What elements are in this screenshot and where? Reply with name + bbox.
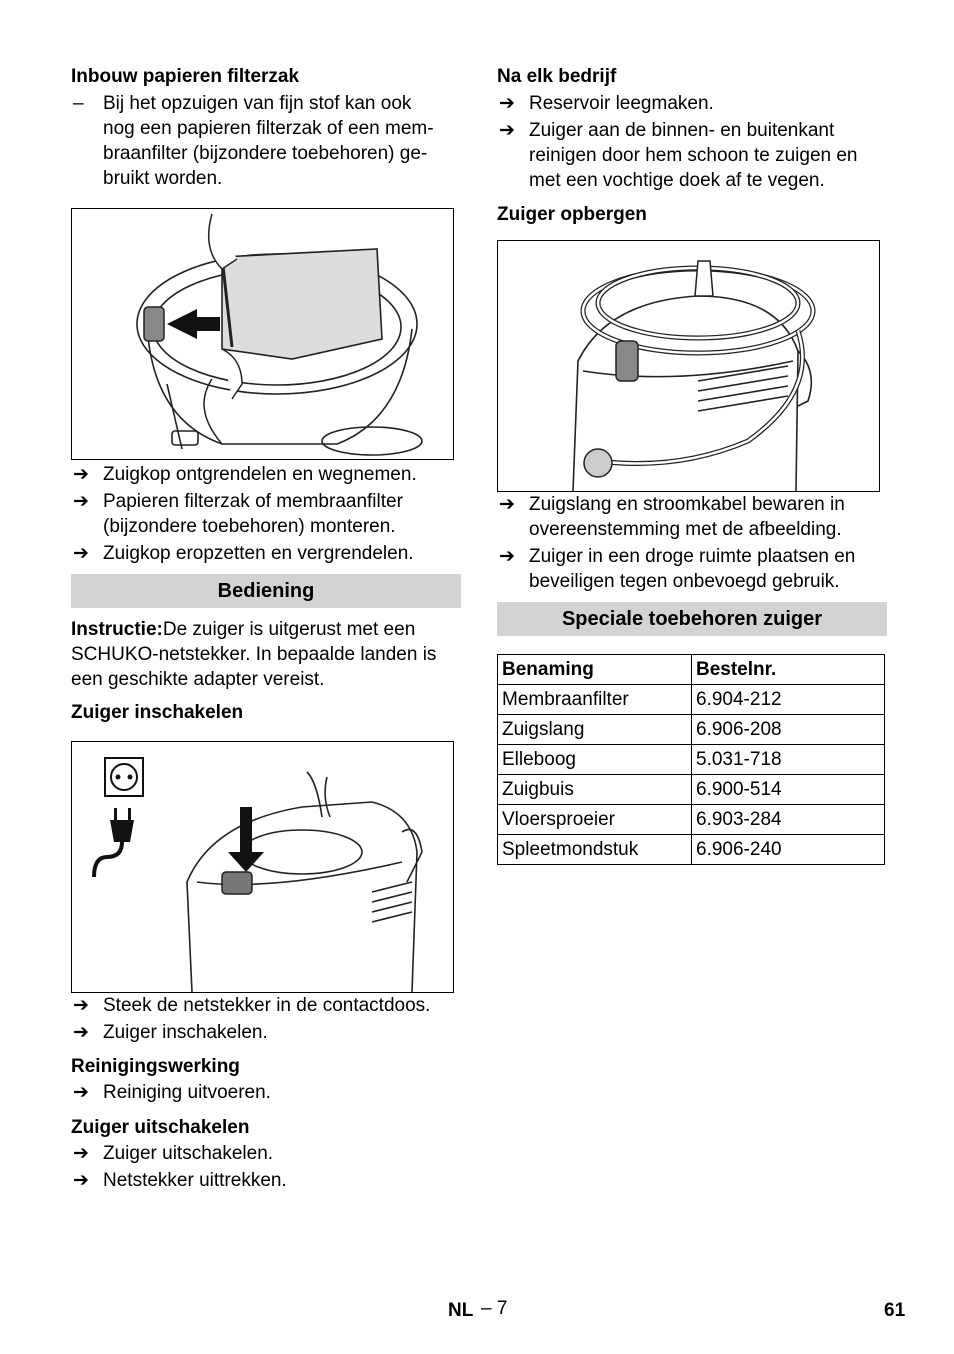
switch-off-heading: Zuiger uitschakelen [71, 1117, 250, 1138]
figure-filterbag [71, 208, 454, 460]
storage-heading: Zuiger opbergen [497, 204, 647, 225]
table-cell: Zuigbuis [498, 775, 692, 805]
step-text: Zuiger inschakelen. [103, 1022, 268, 1043]
right-column [497, 64, 887, 865]
table-cell: 6.904-212 [692, 685, 885, 715]
arrow-icon: ➔ [73, 1170, 89, 1191]
table-row [498, 835, 885, 865]
step-text: Steek de netstekker in de contactdoos. [103, 995, 431, 1016]
arrow-icon: ➔ [73, 995, 89, 1016]
step-text: Reservoir leegmaken. [529, 93, 714, 114]
arrow-icon: ➔ [73, 1143, 89, 1164]
after-use-heading: Na elk bedrijf [497, 66, 617, 87]
table-cell: 5.031-718 [692, 745, 885, 775]
table-cell: Zuigslang [498, 715, 692, 745]
table-cell: Spleetmondstuk [498, 835, 692, 865]
step-text: Zuiger uitschakelen. [103, 1143, 274, 1164]
arrow-icon: ➔ [499, 494, 515, 515]
step-item [497, 118, 887, 193]
step-text: Zuigslang en stroomkabel bewaren in overeenstemming met de afbeelding. [529, 494, 845, 540]
switch-on-illustration [72, 742, 453, 992]
column-header: Bestelnr. [692, 655, 885, 685]
table-row [498, 775, 885, 805]
step-text: Netstekker uittrekken. [103, 1170, 287, 1191]
arrow-icon: ➔ [499, 120, 515, 141]
table-cell: Elleboog [498, 745, 692, 775]
step-item [71, 1080, 461, 1105]
step-text: Zuiger in een droge ruimte plaatsen en beveiligen tegen onbevoegd gebruik. [529, 546, 856, 592]
dash-bullet: – [73, 93, 84, 114]
table-header-row [498, 655, 885, 685]
step-item [71, 1020, 461, 1045]
step-text: Zuigkop ontgrendelen en wegnemen. [103, 464, 417, 485]
arrow-icon: ➔ [499, 546, 515, 567]
column-header: Benaming [498, 655, 692, 685]
filterbag-note-line: bruikt worden. [103, 168, 223, 189]
filterbag-heading: Inbouw papieren filterzak [71, 66, 300, 87]
filterbag-illustration [72, 209, 453, 459]
footer-language: NL [448, 1300, 474, 1321]
step-item [71, 1141, 461, 1166]
table-cell: 6.906-240 [692, 835, 885, 865]
section-band-accessories: Speciale toebehoren zuiger [497, 602, 887, 636]
section-band-operation: Bediening [71, 574, 461, 608]
accessories-table [497, 654, 885, 865]
filterbag-note-line: nog een papieren filterzak of een mem- [103, 118, 434, 139]
figure-switch-on [71, 741, 454, 993]
filterbag-note [71, 91, 461, 191]
arrow-icon: ➔ [73, 464, 89, 485]
step-text: Zuigkop eropzetten en vergrendelen. [103, 543, 414, 564]
step-item [497, 492, 887, 542]
step-text: Zuiger aan de binnen- en buitenkant reinigen door hem schoon te zuigen en met een vochtige doek af te vegen. [529, 120, 858, 191]
storage-illustration [498, 241, 879, 491]
table-cell: 6.906-208 [692, 715, 885, 745]
instruction-text: De zuiger is uitgerust met een SCHUKO-netstekker. In bepaalde landen is een geschikte adapter vereist. [71, 619, 437, 690]
left-column [71, 64, 461, 1193]
arrow-icon: ➔ [73, 543, 89, 564]
step-item [71, 541, 461, 566]
step-text: Papieren filterzak of membraanfilter (bijzondere toebehoren) monteren. [103, 491, 403, 537]
switch-on-steps [71, 993, 461, 1045]
table-cell: Vloersproeier [498, 805, 692, 835]
table-row [498, 745, 885, 775]
arrow-icon: ➔ [73, 1022, 89, 1043]
footer-page-ref: – 7 [481, 1298, 508, 1319]
step-item [71, 993, 461, 1018]
figure-storage [497, 240, 880, 492]
arrow-icon: ➔ [499, 93, 515, 114]
instruction-paragraph [71, 617, 461, 692]
arrow-icon: ➔ [73, 1082, 89, 1103]
step-item [71, 489, 461, 539]
switch-on-heading: Zuiger inschakelen [71, 702, 244, 723]
step-item [497, 544, 887, 594]
table-row [498, 805, 885, 835]
table-row [498, 715, 885, 745]
table-cell: Membraanfilter [498, 685, 692, 715]
cleaning-heading: Reinigingswerking [71, 1056, 240, 1077]
arrow-icon: ➔ [73, 491, 89, 512]
filterbag-note-line: braanfilter (bijzondere toebehoren) ge- [103, 143, 428, 164]
step-item [71, 1168, 461, 1193]
step-item [497, 91, 887, 116]
step-text: Reiniging uitvoeren. [103, 1082, 271, 1103]
step-item [71, 462, 461, 487]
table-cell: 6.900-514 [692, 775, 885, 805]
table-cell: 6.903-284 [692, 805, 885, 835]
filterbag-steps [71, 462, 461, 566]
footer-page-number: 61 [884, 1300, 906, 1321]
table-row [498, 685, 885, 715]
instruction-label: Instructie: [71, 619, 163, 640]
filterbag-note-line: Bij het opzuigen van fijn stof kan ook [103, 93, 412, 114]
storage-steps [497, 492, 887, 594]
